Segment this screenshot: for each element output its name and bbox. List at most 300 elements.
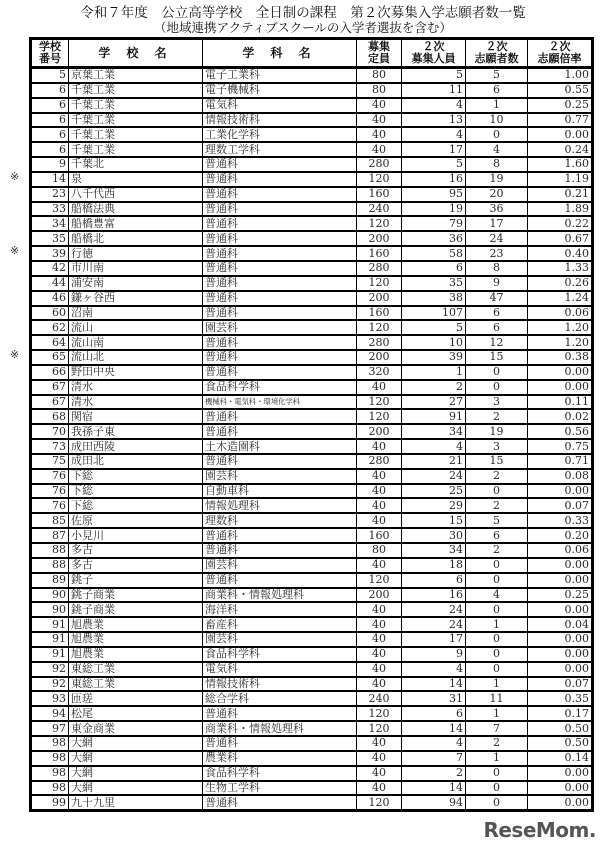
school-no-cell: 99 [31,795,69,810]
school-no-cell: 76 [31,498,69,513]
school-name-cell: 関宿 [69,409,203,424]
second-recruit-cell: 14 [402,781,466,796]
school-no-cell: 6 [31,142,69,157]
table-row [31,231,593,246]
applicants-cell: 8 [466,157,528,172]
ratio-cell: 0.00 [528,647,593,662]
school-no-cell: 64 [31,335,69,350]
applicants-cell: 6 [466,306,528,321]
applicants-cell: 15 [466,454,528,469]
dept-name-cell: 生物工学科 [203,781,357,796]
school-name-cell: 千葉工業 [69,98,203,113]
school-no-cell: 97 [31,721,69,736]
second-recruit-cell: 16 [402,172,466,187]
school-no-cell: 98 [31,781,69,796]
school-name-cell: 下総 [69,498,203,513]
school-no-cell: 39 [31,246,69,261]
second-recruit-cell: 11 [402,83,466,98]
dept-name-cell: 理数工学科 [203,142,357,157]
ratio-cell: 0.75 [528,439,593,454]
ratio-cell: 0.00 [528,662,593,677]
school-no-cell: 68 [31,409,69,424]
school-no-cell: 65 [31,350,69,365]
school-no-cell: 6 [31,83,69,98]
table-row [31,498,593,513]
school-no-cell: 42 [31,261,69,276]
school-no-cell: 5 [31,68,69,83]
capacity-cell: 200 [357,350,402,365]
ratio-cell: 1.89 [528,202,593,217]
applicants-cell: 2 [466,736,528,751]
second-recruit-cell: 17 [402,632,466,647]
ratio-cell: 0.25 [528,98,593,113]
applicants-cell: 3 [466,439,528,454]
capacity-cell: 40 [357,513,402,528]
school-name-cell: 銚子商業 [69,588,203,603]
school-no-cell: 66 [31,365,69,380]
school-name-cell: 浦安南 [69,276,203,291]
second-recruit-cell: 19 [402,202,466,217]
second-recruit-cell: 24 [402,469,466,484]
document-title: 令和７年度 公立高等学校 全日制の課程 第２次募集入学志願者数一覧 [80,5,526,21]
header-capacity: 募集 定員 [357,39,402,68]
school-name-cell: 旭農業 [69,617,203,632]
ratio-cell: 0.21 [528,187,593,202]
capacity-cell: 120 [357,395,402,410]
school-no-cell: 90 [31,602,69,617]
dept-name-cell: 園芸科 [203,320,357,335]
second-recruit-cell: 91 [402,409,466,424]
dept-name-cell: 情報技術科 [203,113,357,128]
school-name-cell: 東金商業 [69,721,203,736]
capacity-cell: 120 [357,706,402,721]
capacity-cell: 40 [357,127,402,142]
table-row [31,306,593,321]
dept-name-cell: 電気科 [203,98,357,113]
school-no-cell: 88 [31,558,69,573]
second-recruit-cell: 15 [402,513,466,528]
second-recruit-cell: 79 [402,216,466,231]
applicants-cell: 2 [466,543,528,558]
second-recruit-cell: 1 [402,365,466,380]
capacity-cell: 280 [357,261,402,276]
dept-name-cell: 自動車科 [203,484,357,499]
table-row [31,602,593,617]
school-name-cell: 清水 [69,380,203,395]
school-no-cell: 98 [31,736,69,751]
school-name-cell: 多古 [69,558,203,573]
capacity-cell: 40 [357,439,402,454]
capacity-cell: 240 [357,691,402,706]
ratio-cell: 0.00 [528,781,593,796]
table-row [31,68,593,83]
applicants-cell: 10 [466,113,528,128]
school-no-cell: 23 [31,187,69,202]
table-row [31,528,593,543]
ratio-cell: 0.67 [528,231,593,246]
applicants-cell: 6 [466,320,528,335]
applicants-cell: 1 [466,98,528,113]
second-recruit-cell: 24 [402,602,466,617]
table-row [31,276,593,291]
applicants-cell: 0 [466,781,528,796]
school-name-cell: 東総工業 [69,677,203,692]
school-name-cell: 市川南 [69,261,203,276]
capacity-cell: 160 [357,187,402,202]
second-recruit-cell: 34 [402,543,466,558]
applicants-cell: 36 [466,202,528,217]
table-row [31,380,593,395]
capacity-cell: 40 [357,647,402,662]
applicants-cell: 1 [466,617,528,632]
table-row [31,484,593,499]
school-name-cell: 流山北 [69,350,203,365]
second-recruit-cell: 9 [402,647,466,662]
applicants-cell: 0 [466,380,528,395]
school-name-cell: 野田中央 [69,365,203,380]
table-row [31,543,593,558]
applicants-cell: 19 [466,172,528,187]
second-recruit-cell: 4 [402,127,466,142]
ratio-cell: 0.24 [528,142,593,157]
dept-name-cell: 電子機械科 [203,83,357,98]
second-recruit-cell: 13 [402,113,466,128]
capacity-cell: 120 [357,409,402,424]
ratio-cell: 0.11 [528,395,593,410]
ratio-cell: 0.04 [528,617,593,632]
table-row [31,261,593,276]
ratio-cell: 0.08 [528,469,593,484]
capacity-cell: 40 [357,98,402,113]
school-name-cell: 九十九里 [69,795,203,810]
dept-name-cell: 海洋科 [203,602,357,617]
capacity-cell: 160 [357,306,402,321]
dept-name-cell: 普通科 [203,424,357,439]
applicants-cell: 0 [466,558,528,573]
school-name-cell: 大網 [69,736,203,751]
school-no-cell: 9 [31,157,69,172]
applicants-cell: 15 [466,350,528,365]
table-row [31,751,593,766]
school-no-cell: 91 [31,632,69,647]
dept-name-cell: 普通科 [203,157,357,172]
capacity-cell: 40 [357,736,402,751]
capacity-cell: 40 [357,617,402,632]
capacity-cell: 280 [357,335,402,350]
school-name-cell: 成田西陵 [69,439,203,454]
school-no-cell: 6 [31,127,69,142]
table-row [31,558,593,573]
second-recruit-cell: 107 [402,306,466,321]
school-no-cell: 70 [31,424,69,439]
applicants-cell: 17 [466,216,528,231]
dept-name-cell: 普通科 [203,261,357,276]
table-row [31,113,593,128]
ratio-cell: 1.20 [528,320,593,335]
table-row [31,335,593,350]
school-name-cell: 銚子商業 [69,602,203,617]
school-name-cell: 旭農業 [69,632,203,647]
dept-name-cell: 理数科 [203,513,357,528]
ratio-cell: 0.17 [528,706,593,721]
school-no-cell: 6 [31,98,69,113]
applicants-table [29,37,594,812]
second-recruit-cell: 5 [402,320,466,335]
school-no-cell: 75 [31,454,69,469]
second-recruit-cell: 30 [402,528,466,543]
school-name-cell: 大網 [69,781,203,796]
second-recruit-cell: 58 [402,246,466,261]
dept-name-cell: 食品科学科 [203,647,357,662]
header-second-recruit: ２次 募集人員 [402,39,466,68]
table-row [31,721,593,736]
applicants-cell: 0 [466,662,528,677]
applicants-cell: 0 [466,647,528,662]
note-mark: ※ [10,169,20,183]
ratio-cell: 0.14 [528,751,593,766]
capacity-cell: 40 [357,751,402,766]
school-no-cell: 98 [31,751,69,766]
capacity-cell: 200 [357,588,402,603]
ratio-cell: 0.33 [528,513,593,528]
school-no-cell: 94 [31,706,69,721]
ratio-cell: 0.00 [528,632,593,647]
capacity-cell: 200 [357,424,402,439]
dept-name-cell: 普通科 [203,216,357,231]
school-name-cell: 匝瑳 [69,691,203,706]
table-row [31,795,593,810]
dept-name-cell: 園芸科 [203,558,357,573]
second-recruit-cell: 95 [402,187,466,202]
second-recruit-cell: 10 [402,335,466,350]
table-row [31,766,593,781]
capacity-cell: 120 [357,721,402,736]
second-recruit-cell: 24 [402,617,466,632]
dept-name-cell: 普通科 [203,573,357,588]
applicants-cell: 0 [466,602,528,617]
capacity-cell: 40 [357,602,402,617]
note-mark: ※ [10,244,20,258]
school-name-cell: 八千代西 [69,187,203,202]
capacity-cell: 40 [357,781,402,796]
table-row [31,424,593,439]
dept-name-cell: 工業化学科 [203,127,357,142]
school-no-cell: 67 [31,380,69,395]
applicants-cell: 11 [466,691,528,706]
school-no-cell: 85 [31,513,69,528]
capacity-cell: 40 [357,142,402,157]
second-recruit-cell: 27 [402,395,466,410]
ratio-cell: 1.60 [528,157,593,172]
dept-name-cell: 土木造園科 [203,439,357,454]
applicants-cell: 24 [466,231,528,246]
applicants-cell: 20 [466,187,528,202]
table-row [31,706,593,721]
school-no-cell: 92 [31,662,69,677]
school-no-cell: 91 [31,647,69,662]
table-row [31,202,593,217]
school-no-cell: 93 [31,691,69,706]
school-name-cell: 船橋法典 [69,202,203,217]
school-name-cell: 流山 [69,320,203,335]
table-row [31,469,593,484]
ratio-cell: 0.22 [528,216,593,231]
dept-name-cell: 電気科 [203,662,357,677]
school-name-cell: 流山南 [69,335,203,350]
school-name-cell: 千葉工業 [69,142,203,157]
dept-name-cell: 情報処理科 [203,498,357,513]
ratio-cell: 0.40 [528,246,593,261]
school-no-cell: 34 [31,216,69,231]
ratio-cell: 1.33 [528,261,593,276]
applicants-cell: 0 [466,632,528,647]
second-recruit-cell: 5 [402,157,466,172]
table-row [31,246,593,261]
applicants-cell: 4 [466,142,528,157]
ratio-cell: 0.07 [528,498,593,513]
table-row [31,573,593,588]
ratio-cell: 0.00 [528,795,593,810]
second-recruit-cell: 5 [402,68,466,83]
capacity-cell: 280 [357,157,402,172]
ratio-cell: 0.55 [528,83,593,98]
applicants-cell: 23 [466,246,528,261]
applicants-cell: 0 [466,365,528,380]
second-recruit-cell: 16 [402,588,466,603]
capacity-cell: 160 [357,528,402,543]
applicants-cell: 12 [466,335,528,350]
capacity-cell: 200 [357,291,402,306]
second-recruit-cell: 6 [402,573,466,588]
table-row [31,409,593,424]
ratio-cell: 0.56 [528,424,593,439]
applicants-cell: 0 [466,795,528,810]
school-no-cell: 60 [31,306,69,321]
dept-name-cell: 普通科 [203,795,357,810]
school-no-cell: 33 [31,202,69,217]
capacity-cell: 120 [357,573,402,588]
second-recruit-cell: 4 [402,439,466,454]
capacity-cell: 40 [357,469,402,484]
second-recruit-cell: 21 [402,454,466,469]
capacity-cell: 160 [357,246,402,261]
school-name-cell: 松尾 [69,706,203,721]
school-no-cell: 62 [31,320,69,335]
table-row [31,172,593,187]
ratio-cell: 0.77 [528,113,593,128]
dept-name-cell: 普通科 [203,736,357,751]
applicants-cell: 1 [466,677,528,692]
capacity-cell: 80 [357,83,402,98]
dept-name-cell: 普通科 [203,335,357,350]
ratio-cell: 0.00 [528,602,593,617]
capacity-cell: 280 [357,454,402,469]
school-no-cell: 87 [31,528,69,543]
school-no-cell: 44 [31,276,69,291]
ratio-cell: 1.24 [528,291,593,306]
school-name-cell: 大網 [69,751,203,766]
table-row [31,439,593,454]
second-recruit-cell: 14 [402,721,466,736]
dept-name-cell: 園芸科 [203,632,357,647]
second-recruit-cell: 36 [402,231,466,246]
table-row [31,588,593,603]
header-ratio: ２次 志願倍率 [528,39,593,68]
dept-name-cell: 普通科 [203,246,357,261]
dept-name-cell: 情報技術科 [203,677,357,692]
dept-name-cell: 畜産科 [203,617,357,632]
school-name-cell: 銚子 [69,573,203,588]
ratio-cell: 0.00 [528,573,593,588]
table-row [31,647,593,662]
capacity-cell: 200 [357,231,402,246]
dept-name-cell: 商業科・情報処理科 [203,588,357,603]
capacity-cell: 40 [357,766,402,781]
second-recruit-cell: 2 [402,380,466,395]
dept-name-cell: 電子工業科 [203,68,357,83]
header-school-no: 学校 番号 [31,39,69,68]
table-row [31,395,593,410]
school-name-cell: 千葉北 [69,157,203,172]
school-no-cell: 91 [31,617,69,632]
school-no-cell: 14 [31,172,69,187]
table-row [31,98,593,113]
second-recruit-cell: 29 [402,498,466,513]
school-name-cell: 大網 [69,766,203,781]
capacity-cell: 40 [357,484,402,499]
school-name-cell: 京葉工業 [69,68,203,83]
table-row [31,127,593,142]
school-no-cell: 6 [31,113,69,128]
school-name-cell: 我孫子東 [69,424,203,439]
ratio-cell: 0.06 [528,306,593,321]
dept-name-cell: 普通科 [203,306,357,321]
dept-name-cell: 機械科・電気科・環境化学科 [203,395,357,410]
ratio-cell: 0.02 [528,409,593,424]
applicants-cell: 6 [466,83,528,98]
dept-name-cell: 普通科 [203,543,357,558]
capacity-cell: 40 [357,662,402,677]
second-recruit-cell: 31 [402,691,466,706]
capacity-cell: 80 [357,543,402,558]
applicants-cell: 2 [466,409,528,424]
school-name-cell: 千葉工業 [69,83,203,98]
second-recruit-cell: 6 [402,261,466,276]
applicants-cell: 2 [466,498,528,513]
ratio-cell: 0.00 [528,365,593,380]
second-recruit-cell: 6 [402,706,466,721]
dept-name-cell: 総合学科 [203,691,357,706]
school-name-cell: 多古 [69,543,203,558]
school-name-cell: 船橋豊富 [69,216,203,231]
dept-name-cell: 普通科 [203,350,357,365]
ratio-cell: 0.50 [528,721,593,736]
table-row [31,216,593,231]
capacity-cell: 120 [357,795,402,810]
applicants-cell: 1 [466,751,528,766]
dept-name-cell: 普通科 [203,202,357,217]
second-recruit-cell: 14 [402,677,466,692]
ratio-cell: 1.20 [528,335,593,350]
second-recruit-cell: 18 [402,558,466,573]
dept-name-cell: 普通科 [203,365,357,380]
table-row [31,617,593,632]
ratio-cell: 0.00 [528,766,593,781]
table-row [31,350,593,365]
dept-name-cell: 商業科・情報処理科 [203,721,357,736]
school-no-cell: 76 [31,484,69,499]
table-row [31,83,593,98]
